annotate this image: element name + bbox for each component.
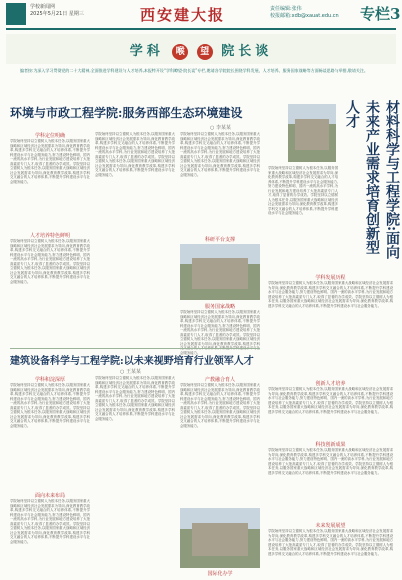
article1-col3: 学院始终坚持以立德树人为根本任务,以服务国家重大战略和区域经济社会发展需求为导向,深化教育教学改革,构建多学科交叉融合的人才培养体系,不断提升学科建设水平与社会服务能力,努力建设特色鲜明、国内一流的高水平学科,为行业发展和地方建设培养了大批高素质专门人才,取得了显著的办学成效。学院坚持以立德树人为根本任务,以服务国家重大战略和区域经济社会发展需求为导向,深化教育教学改革,构建多学科交叉融合的人才培养体系,不断提升学科建设水平与社会服务能力。 [180,132,260,177]
article3-sub4: 未来发展展望 [315,523,346,529]
column-title-circle-2: 望 [197,44,213,60]
masthead-site: 学校新闻网 [30,4,56,10]
masthead-left [30,4,84,18]
article3-col1: 学院始终坚持以立德树人为根本任务,以服务国家重大战略和区域经济社会发展需求为导向,深化教育教学改革,构建多学科交叉融合的人才培养体系,不断提升学科建设水平与社会服务能力,努力建设特色鲜明、国内一流的高水平学科,为行业发展和地方建设培养了大批高素质专门人才,取得了显著的办学成效。学院坚持以立德树人为根本任务,以服务国家重大战略和区域经济社会发展需求为导向,深化教育教学改革,构建多学科交叉融合的人才培养体系,不断提升学科建设水平与社会服务能力。 [268,281,393,308]
column-title-circle-1: 喉 [172,44,188,60]
masthead-right [270,6,339,20]
editor-note: 编者按:为深入学习贯彻党的二十大精神,全面推进学科建设与人才培养,本报特开设“学科瞭望·院长谈”专栏,邀请各学院院长围绕学科发展、人才培养、服务国家战略等方面畅谈思路与举措,敬请关注。 [20,68,368,73]
article3-sub3: 科技创新成果 [315,442,346,448]
section-label: 专栏3 [360,5,401,23]
masthead [0,0,402,28]
article2-col1b: 学院始终坚持以立德树人为根本任务,以服务国家重大战略和区域经济社会发展需求为导向,深化教育教学改革,构建多学科交叉融合的人才培养体系,不断提升学科建设水平与社会服务能力,努力建设特色鲜明、国内一流的高水平学科,为行业发展和地方建设培养了大批高素质专门人才,取得了显著的办学成效。学院坚持以立德树人为根本任务,以服务国家重大战略和区域经济社会发展需求为导向,深化教育教学改革,构建多学科交叉融合的人才培养体系,不断提升学科建设水平与社会服务能力。 [10,499,90,544]
article3-photo [288,104,336,162]
article1-col1: 学院始终坚持以立德树人为根本任务,以服务国家重大战略和区域经济社会发展需求为导向,深化教育教学改革,构建多学科交叉融合的人才培养体系,不断提升学科建设水平与社会服务能力,努力建设特色鲜明、国内一流的高水平学科,为行业发展和地方建设培养了大批高素质专门人才,取得了显著的办学成效。学院坚持以立德树人为根本任务,以服务国家重大战略和区域经济社会发展需求为导向,深化教育教学改革,构建多学科交叉融合的人才培养体系,不断提升学科建设水平与社会服务能力。 [10,139,90,184]
article2-col1: 学院始终坚持以立德树人为根本任务,以服务国家重大战略和区域经济社会发展需求为导向,深化教育教学改革,构建多学科交叉融合的人才培养体系,不断提升学科建设水平与社会服务能力,努力建设特色鲜明、国内一流的高水平学科,为行业发展和地方建设培养了大批高素质专门人才,取得了显著的办学成效。学院坚持以立德树人为根本任务,以服务国家重大战略和区域经济社会发展需求为导向,深化教育教学改革,构建多学科交叉融合的人才培养体系,不断提升学科建设水平与社会服务能力。 [10,383,90,428]
article1-photo [180,244,260,300]
newspaper-title: 西安建大报 [140,6,226,24]
article3-col0: 学院始终坚持以立德树人为根本任务,以服务国家重大战略和区域经济社会发展需求为导向,深化教育教学改革,构建多学科交叉融合的人才培养体系,不断提升学科建设水平与社会服务能力,努力建设特色鲜明、国内一流的高水平学科,为行业发展和地方建设培养了大批高素质专门人才,取得了显著的办学成效。学院坚持以立德树人为根本任务,以服务国家重大战略和区域经济社会发展需求为导向,深化教育教学改革,构建多学科交叉融合的人才培养体系,不断提升学科建设水平与社会服务能力。 [268,166,338,215]
masthead-rule [6,28,396,30]
article2-title: 建筑设备科学与工程学院:以未来视野培育行业领军人才 [10,356,254,367]
article3-col2: 学院始终坚持以立德树人为根本任务,以服务国家重大战略和区域经济社会发展需求为导向,深化教育教学改革,构建多学科交叉融合的人才培养体系,不断提升学科建设水平与社会服务能力,努力建设特色鲜明、国内一流的高水平学科,为行业发展和地方建设培养了大批高素质专门人才,取得了显著的办学成效。学院坚持以立德树人为根本任务,以服务国家重大战略和区域经济社会发展需求为导向,深化教育教学改革,构建多学科交叉融合的人才培养体系,不断提升学科建设水平与社会服务能力。 [268,387,393,414]
article3-sub2: 创新人才培养 [315,381,346,387]
article1-sub1: 学科定位明确 [34,133,65,139]
article1-col1b: 学院始终坚持以立德树人为根本任务,以服务国家重大战略和区域经济社会发展需求为导向,深化教育教学改革,构建多学科交叉融合的人才培养体系,不断提升学科建设水平与社会服务能力,努力建设特色鲜明、国内一流的高水平学科,为行业发展和地方建设培养了大批高素质专门人才,取得了显著的办学成效。学院坚持以立德树人为根本任务,以服务国家重大战略和区域经济社会发展需求为导向,深化教育教学改革,构建多学科交叉融合的人才培养体系,不断提升学科建设水平与社会服务能力。 [10,239,90,284]
masthead-date: 2025年5月21日 星期三 [30,11,84,17]
school-logo-icon [6,3,26,25]
article1-sub4: 服务国家战略 [204,304,235,310]
column-title-b: 院长谈 [221,44,273,59]
article-divider [10,348,260,349]
column-title-a: 学科 [129,44,164,59]
article1-sub3: 科研平台支撑 [204,237,235,243]
article3-col4: 学院始终坚持以立德树人为根本任务,以服务国家重大战略和区域经济社会发展需求为导向,深化教育教学改革,构建多学科交叉融合的人才培养体系,不断提升学科建设水平与社会服务能力,努力建设特色鲜明、国内一流的高水平学科,为行业发展和地方建设培养了大批高素质专门人才,取得了显著的办学成效。学院坚持以立德树人为根本任务,以服务国家重大战略和区域经济社会发展需求为导向,深化教育教学改革,构建多学科交叉融合的人才培养体系,不断提升学科建设水平与社会服务能力。 [268,529,393,556]
article2-sub1: 学科积淀深厚 [34,377,65,383]
article1-title: 环境与市政工程学院:服务西部生态环境建设 [10,106,243,120]
article2-sub2: 面向未来布局 [34,493,65,499]
article3-title: 材料科学与工程学院:面向未来产业需求培育创新型人才 [344,100,400,260]
article1-sub2: 人才培养特色鲜明 [29,233,70,239]
article2-sub4: 国际化办学 [207,571,233,577]
article2-col3: 学院始终坚持以立德树人为根本任务,以服务国家重大战略和区域经济社会发展需求为导向,深化教育教学改革,构建多学科交叉融合的人才培养体系,不断提升学科建设水平与社会服务能力,努力建设特色鲜明、国内一流的高水平学科,为行业发展和地方建设培养了大批高素质专门人才,取得了显著的办学成效。学院坚持以立德树人为根本任务,以服务国家重大战略和区域经济社会发展需求为导向,深化教育教学改革,构建多学科交叉融合的人才培养体系,不断提升学科建设水平与社会服务能力。 [180,383,260,428]
article1-col3b: 学院始终坚持以立德树人为根本任务,以服务国家重大战略和区域经济社会发展需求为导向,深化教育教学改革,构建多学科交叉融合的人才培养体系,不断提升学科建设水平与社会服务能力,努力建设特色鲜明、国内一流的高水平学科,为行业发展和地方建设培养了大批高素质专门人才,取得了显著的办学成效。学院坚持以立德树人为根本任务,以服务国家重大战略和区域经济社会发展需求为导向,深化教育教学改革,构建多学科 会服务能力。 [180,310,260,355]
article2-sub3: 产教融合育人 [204,377,235,383]
article1-col2: 学院始终坚持以立德树人为根本任务,以服务国家重大战略和区域经济社会发展需求为导向,深化教育教学改革,构建多学科交叉融合的人才培养体系,不断提升学科建设水平与社会服务能力,努力建设特色鲜明、国内一流的高水平学科,为行业发展和地方建设培养了大批高素质专门人才,取得了显著的办学成效。学院坚持以立德树人为根本任务,以服务国家重大战略和区域经济社会发展需求为导向,深化教育教学改革,构建多学科交叉融合的人才培养体系,不断提升学科建设水平与社会服务能力。 [95,132,175,177]
column-banner [6,34,396,64]
article3-col3: 学院始终坚持以立德树人为根本任务,以服务国家重大战略和区域经济社会发展需求为导向,深化教育教学改革,构建多学科交叉融合的人才培养体系,不断提升学科建设水平与社会服务能力,努力建设特色鲜明、国内一流的高水平学科,为行业发展和地方建设培养了大批高素质专门人才,取得了显著的办学成效。学院坚持以立德树人为根本任务,以服务国家重大战略和区域经济社会发展需求为导向,深化教育教学改革,构建多学科交叉融合的人才培养体系,不断提升学科建设水平与社会服务能力。 [268,448,393,475]
article2-author: ○ 王某某 [120,369,141,375]
masthead-email: 校报邮箱:xdb@xauat.edu.cn [270,13,339,19]
masthead-editor: 责任编辑:张伟 [270,6,302,12]
article2-col2: 学院始终坚持以立德树人为根本任务,以服务国家重大战略和区域经济社会发展需求为导向,深化教育教学改革,构建多学科交叉融合的人才培养体系,不断提升学科建设水平与社会服务能力,努力建设特色鲜明、国内一流的高水平学科,为行业发展和地方建设培养了大批高素质专门人才,取得了显著的办学成效。学院坚持以立德树人为根本任务,以服务国家重大战略和区域经济社会发展需求为导向,深化教育教学改革,构建多学科交叉融合的人才培养体系,不断提升学科建设水平与社会服务能力。 [95,376,175,421]
article3-sub1: 学科发展历程 [315,275,346,281]
article1-author: ○ 李某某 [210,125,231,131]
column-title [6,40,396,60]
article2-photo [180,508,260,568]
